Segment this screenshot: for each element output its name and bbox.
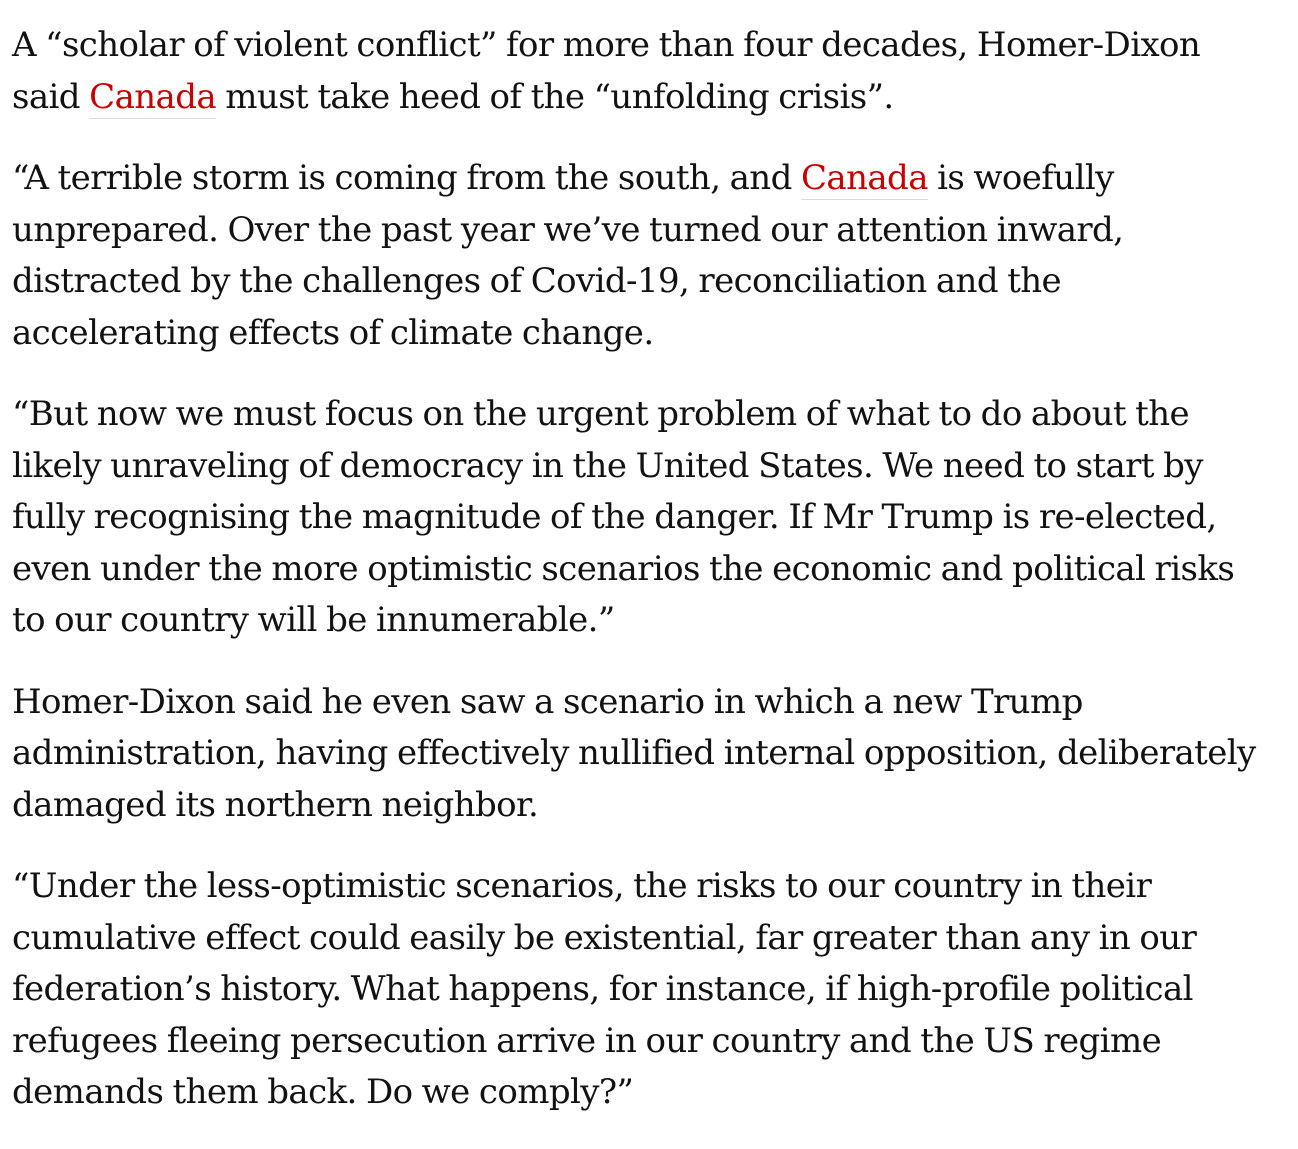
paragraph-4: Homer-Dixon said he even saw a scenario in which a new Trump administration, having effectively nullified internal opposition, deliberately damaged its northern neighbor.: [12, 681, 1256, 825]
canada-link-1[interactable]: Canada: [89, 76, 217, 117]
paragraph-3: “But now we must focus on the urgent problem of what to do about the likely unraveling of democracy in the United States. We need to start by fully recognising the magnitude of the danger. If Mr Trump is re-elected, even under the more optimistic scenarios the economic and political risks to our country will be innumerable.”: [12, 394, 1235, 640]
paragraph-2-text-before: “A terrible storm is coming from the south, and: [12, 158, 801, 198]
paragraph-5: “Under the less-optimistic scenarios, the risks to our country in their cumulative effect could easily be existential, far greater than any in our federation’s history. What happens, for instance, if high-profile political refugees fleeing persecution arrive in our country and the US regime demands them back. Do we comply?”: [12, 866, 1197, 1112]
paragraph-2: [12, 153, 1272, 359]
article-body: [12, 20, 1272, 1149]
canada-link-2[interactable]: Canada: [800, 158, 928, 198]
paragraph-1-text-after: must take heed of the “unfolding crisis”.: [216, 76, 894, 117]
paragraph-2-text-after: is woefully unprepared. Over the past year we’ve turned our attention inward, distracted by the challenges of Covid-19, reconciliation and the accelerating effects of climate change.: [12, 158, 1124, 353]
paragraph-1-text-before: A “scholar of violent conflict” for more than four decades, Homer-Dixon said: [12, 25, 1201, 117]
paragraph-1: [12, 20, 1272, 123]
